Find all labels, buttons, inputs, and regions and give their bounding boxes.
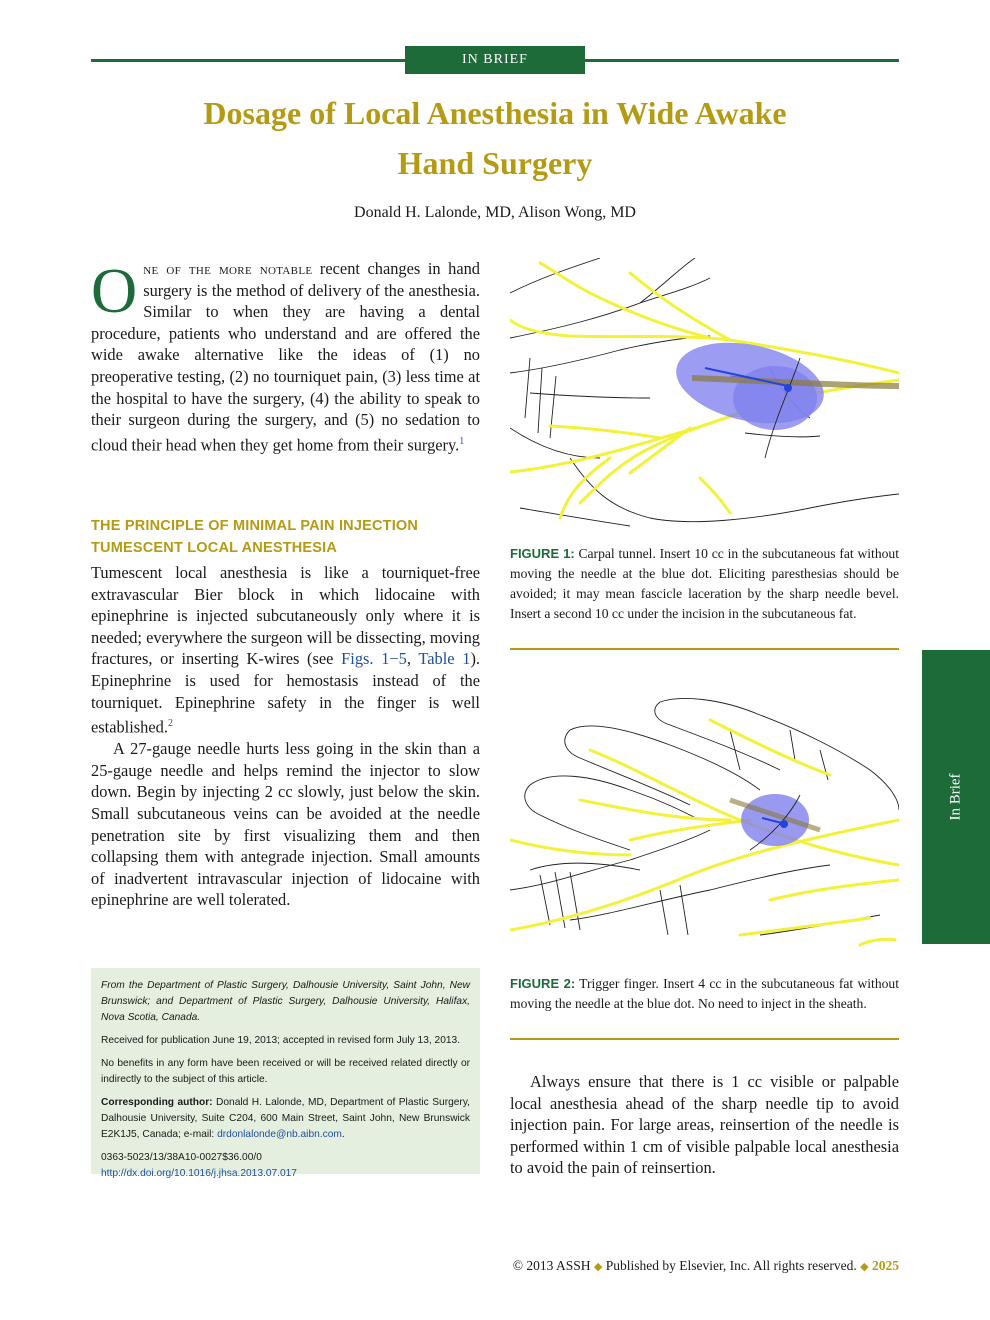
side-section-tab <box>922 650 990 944</box>
diamond-icon-2: ◆ <box>860 1261 869 1273</box>
email-link[interactable]: drdonlalonde@nb.aibn.com <box>217 1129 342 1140</box>
drop-cap: O <box>91 255 138 326</box>
section-body <box>91 562 480 911</box>
anesthesia-zone-3 <box>741 794 809 846</box>
injection-dot <box>784 384 792 392</box>
corr-label: Corresponding author: <box>101 1097 213 1108</box>
table-link[interactable]: Table 1 <box>418 649 471 669</box>
section-heading <box>91 515 480 559</box>
intro-body: recent changes in hand surgery is the method of delivery of the anesthesia. Similar to when they are having a dental procedure, patients who understand and are offered the wide awake alternative like the ideas of (1) no preoperative testing, (2) no tourniquet pain, (3) less time at the hospital to have the surgery, (4) the ability to speak to their surgeon during the surgery, and (5) no sedation to cloud their head when they get home from their surgery. <box>91 259 480 455</box>
issn: 0363-5023/13/38A10-0027$36.00/0 <box>101 1152 262 1163</box>
section-paragraph-1 <box>91 562 480 738</box>
page-footer <box>513 1258 899 1274</box>
article-info-box <box>91 968 480 1179</box>
copyright: © 2013 ASSH <box>512 1258 591 1273</box>
figure-2-label: FIGURE 2: <box>510 976 576 991</box>
p1-text-b: ). Epinephrine is used for hemostasis instead of the tourniquet. Epinephrine safety in the finger is well established. <box>91 649 480 737</box>
injection-dot-2 <box>780 820 788 828</box>
page-number: 2025 <box>872 1258 899 1273</box>
section-paragraph-2: A 27-gauge needle hurts less going in the skin than a 25-gauge needle and helps remind the injector to slow down. Begin by injecting 2 cc slowly, just below the skin. Small subcutaneous veins can be avoided at the needle penetration site by first visualizing them and then collapsing them with antegrade injection. Small amounts of inadvertent intravascular injection of lidocaine with epinephrine are well tolerated. <box>91 739 480 910</box>
corresponding-author <box>101 1095 470 1143</box>
title-line-1: Dosage of Local Anesthesia in Wide Awake <box>203 95 787 131</box>
figure-1-caption <box>510 544 899 624</box>
figure-1-illustration <box>510 258 899 540</box>
section-label: IN BRIEF <box>405 46 585 74</box>
figure-2-rule <box>510 1038 899 1040</box>
issn-line <box>101 1150 470 1182</box>
diamond-icon: ◆ <box>593 1261 603 1273</box>
article-title <box>120 88 870 188</box>
p1-sep: , <box>406 649 419 669</box>
intro-lead: ne of the more notable <box>143 259 313 278</box>
corr-text: Donald H. Lalonde, MD, Department of Plastic Surgery, Dalhousie University, Suite C204, 600 Main Street, Saint John, New Brunswick E2K1J5, Canada; e-mail: <box>101 1097 470 1140</box>
right-paragraph: Always ensure that there is 1 cc visible or palpable local anesthesia ahead of the sharp needle tip to avoid injection pain. For large areas, reinsertion of the needle is performed within 1 cm of visible palpable local anesthesia to avoid the pain of reinsertion. <box>510 1072 899 1178</box>
side-tab-label: In Brief <box>947 773 964 821</box>
figure-2-caption-text: Trigger finger. Insert 4 cc in the subcutaneous fat without moving the needle at the blue dot. No need to inject in the sheath. <box>510 976 899 1011</box>
figure-2-illustration <box>510 690 899 960</box>
figure-1-caption-text: Carpal tunnel. Insert 10 cc in the subcutaneous fat without moving the needle at the blue dot. Eliciting paresthesias should be avoided; it may mean fascicle laceration by the sharp needle bevel. Insert a second 10 cc under the incision in the subcutaneous fat. <box>510 546 899 621</box>
hand-outline-2 <box>510 698 899 935</box>
affiliation: From the Department of Plastic Surgery, Dalhousie University, Saint John, New Brunswick; and Department of Plastic Surgery, Dalhousie University, Halifax, Nova Scotia, Canada. <box>101 980 470 1023</box>
benefits-statement: No benefits in any form have been received or will be received related directly or indirectly to the subject of this article. <box>101 1058 470 1085</box>
doi-link[interactable]: http://dx.doi.org/10.1016/j.jhsa.2013.07.017 <box>101 1168 297 1179</box>
p1-text-a: Tumescent local anesthesia is like a tourniquet-free extravascular Bier block in which lidocaine with epinephrine is injected subcutaneously only where it is needed; everywhere the surgeon will be dissecting, moving fractures, or inserting K-wires (see <box>91 563 480 669</box>
authors: Donald H. Lalonde, MD, Alison Wong, MD <box>354 204 636 221</box>
corr-end: . <box>341 1129 345 1140</box>
figs-link[interactable]: Figs. 1−5 <box>341 649 407 669</box>
received-dates: Received for publication June 19, 2013; accepted in revised form July 13, 2013. <box>101 1035 461 1046</box>
title-line-2: Hand Surgery <box>397 145 593 181</box>
reference-2[interactable]: 2 <box>167 718 173 730</box>
section-heading-line-1: THE PRINCIPLE OF MINIMAL PAIN INJECTION <box>91 518 419 534</box>
intro-paragraph <box>91 255 480 456</box>
figure-1-label: FIGURE 1: <box>510 546 575 561</box>
intro-text <box>91 255 480 456</box>
anesthesia-zone-2 <box>733 366 817 430</box>
section-heading-line-2: TUMESCENT LOCAL ANESTHESIA <box>91 540 338 556</box>
reference-1[interactable]: 1 <box>459 435 465 447</box>
figure-1-rule <box>510 648 899 650</box>
figure-2-caption <box>510 974 899 1014</box>
publisher: Published by Elsevier, Inc. All rights reserved. <box>605 1258 857 1273</box>
